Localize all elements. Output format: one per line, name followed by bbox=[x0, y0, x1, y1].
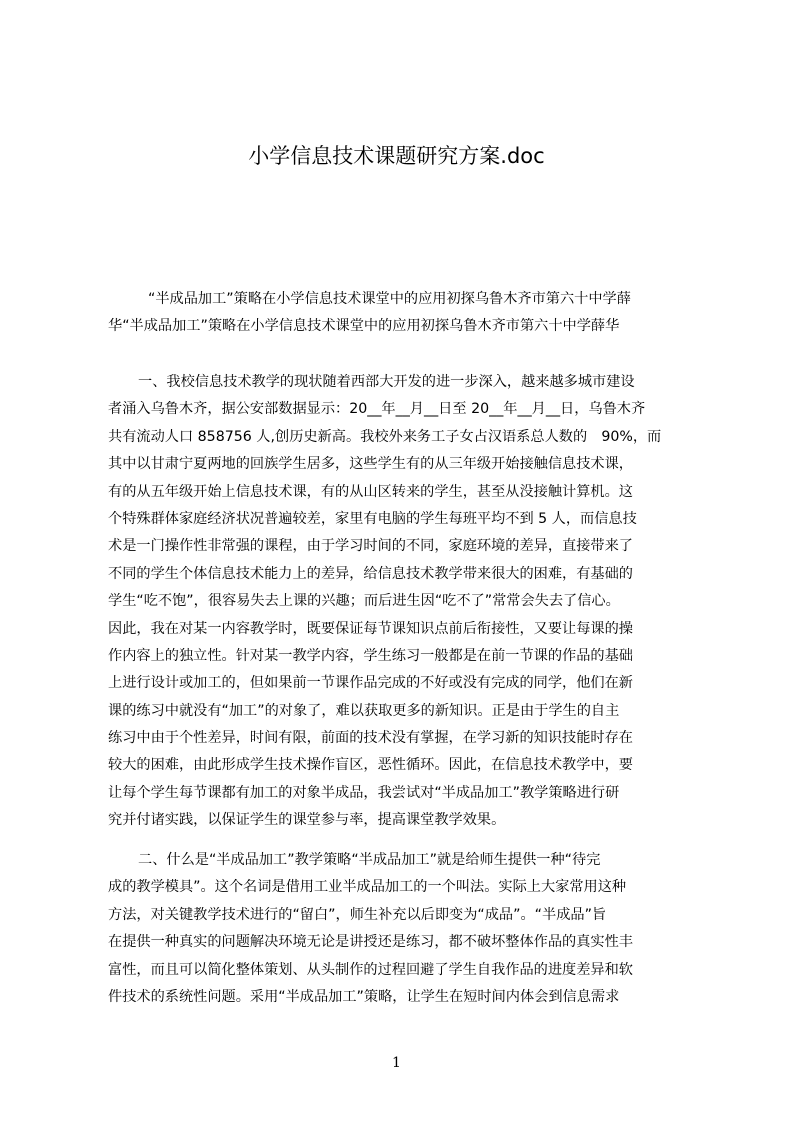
paragraph-line: 者涌入乌鲁木齐，据公安部数据显示：20__年__月__日至 20__年__月__日，乌鲁木齐 bbox=[108, 401, 646, 418]
paragraph-line: 成的教学模具”。这个名词是借用工业半成品加工的一个叫法。实际上大家常用这种 bbox=[108, 879, 627, 896]
paragraph-line: 让每个学生每节课都有加工的对象半成品，我尝试对“半成品加工”教学策略进行研 bbox=[108, 784, 620, 801]
paragraph-line: 练习中由于个性差异，时间有限，前面的技术没有掌握，在学习新的知识技能时存在 bbox=[108, 730, 633, 747]
paragraph-line: 一、我校信息技术教学的现状随着西部大开发的进一步深入，越来越多城市建设 bbox=[138, 374, 635, 390]
paragraph-line: 个特殊群体家庭经济状况普遍较差，家里有电脑的学生每班平均不到 5 人，而信息技 bbox=[108, 510, 637, 527]
paragraph-line: “半成品加工”策略在小学信息技术课堂中的应用初探乌鲁木齐市第六十中学薛 bbox=[148, 291, 631, 307]
paragraph-line: 术是一门操作性非常强的课程，由于学习时间的不同，家庭环境的差异，直接带来了 bbox=[108, 538, 633, 555]
paragraph-line: 学生“吃不饱”，很容易失去上课的兴趣；而后进生因“吃不了”常常会失去了信心。 bbox=[108, 593, 620, 610]
page-number: 1 bbox=[392, 1055, 401, 1071]
paragraph-section-one bbox=[108, 369, 698, 835]
paragraph-line: 方法，对关键教学技术进行的“留白”，师生补充以后即变为“成品”。“半成品”旨 bbox=[108, 906, 607, 923]
paragraph-line: 课的练习中就没有“加工”的对象了，难以获取更多的新知识。正是由于学生的自主 bbox=[108, 702, 620, 719]
paragraph-line: 件技术的系统性问题。采用“半成品加工”策略，让学生在短时间内体会到信息需求 bbox=[108, 988, 620, 1005]
paragraph-line: 其中以甘肃宁夏两地的回族学生居多，这些学生有的从三年级开始接触信息技术课， bbox=[108, 456, 633, 473]
paragraph-line: 作内容上的独立性。针对某一教学内容，学生练习一般都是在前一节课的作品的基础 bbox=[108, 647, 633, 664]
paragraph-line: 较大的困难，由此形成学生技术操作盲区，恶性循环。因此，在信息技术教学中，要 bbox=[108, 757, 633, 774]
paragraph-line: 二、什么是“半成品加工”教学策略“半成品加工”就是给师生提供一种“待完 bbox=[138, 852, 601, 868]
paragraph-line: 究并付诸实践，以保证学生的课堂参与率，提高课堂教学效果。 bbox=[108, 812, 506, 829]
paragraph-line: 共有流动人口 858756 人,创历史新高。我校外来务工子女占汉语系总人数的 90%，而 bbox=[108, 428, 662, 445]
paragraph-line: 有的从五年级开始上信息技术课，有的从山区转来的学生，甚至从没接触计算机。这 bbox=[108, 483, 633, 500]
paragraph-line: 上进行设计或加工的，但如果前一节课作品完成的不好或没有完成的同学，他们在新 bbox=[108, 675, 633, 692]
paragraph-line: 因此，我在对某一内容教学时，既要保证每节课知识点前后衔接性，又要让每课的操 bbox=[108, 620, 633, 637]
paragraph-line: 富性，而且可以简化整体策划、从头制作的过程回避了学生自我作品的进度差异和软 bbox=[108, 961, 633, 978]
paragraph-line: 在提供一种真实的问题解决环境无论是讲授还是练习，都不破坏整体作品的真实性丰 bbox=[108, 934, 633, 951]
paragraph-section-two bbox=[108, 847, 698, 1011]
paragraph-line: 不同的学生个体信息技术能力上的差异，给信息技术教学带来很大的困难，有基础的 bbox=[108, 565, 633, 582]
document-title: 小学信息技术课题研究方案.doc bbox=[248, 144, 545, 168]
paragraph-intro bbox=[108, 286, 698, 341]
paragraph-line: 华“半成品加工”策略在小学信息技术课堂中的应用初探乌鲁木齐市第六十中学薛华 bbox=[108, 318, 620, 335]
